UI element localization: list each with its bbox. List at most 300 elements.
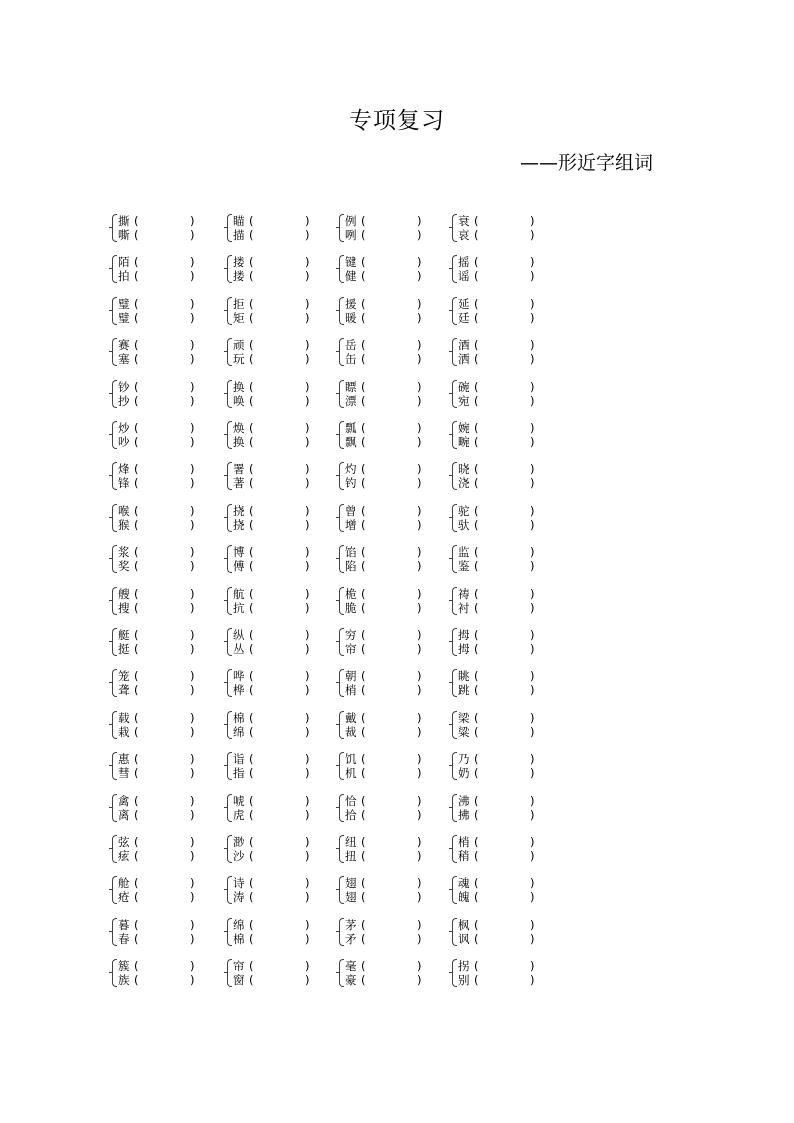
paren-close: ) (305, 600, 310, 615)
paren-close: ) (417, 545, 422, 560)
brace-bracket (227, 504, 232, 532)
paren-close: ) (190, 959, 195, 974)
word-line (345, 766, 423, 780)
word-line (345, 435, 423, 449)
character-pair (339, 378, 434, 412)
word-line (458, 959, 536, 973)
paren-close: ) (417, 255, 422, 270)
character-pair (452, 336, 547, 370)
brace-bracket (227, 628, 232, 656)
paren-open: ( (249, 269, 254, 284)
paren-open: ( (361, 876, 366, 891)
word-line (345, 808, 423, 822)
paren-close: ) (530, 890, 535, 905)
paren-close: ) (190, 255, 195, 270)
paren-close: ) (305, 959, 310, 974)
paren-close: ) (190, 228, 195, 242)
character: 著 (233, 476, 245, 491)
word-line (345, 973, 423, 987)
word-line (233, 476, 311, 490)
paren-open: ( (134, 917, 139, 932)
character: 祷 (458, 586, 470, 601)
character: 曾 (345, 503, 357, 518)
character-pair (339, 916, 434, 950)
character: 洒 (458, 352, 470, 367)
paren-close: ) (530, 462, 535, 477)
paren-open: ( (361, 973, 366, 988)
paren-close: ) (530, 849, 535, 863)
word-line (233, 311, 311, 325)
paren-close: ) (417, 296, 422, 311)
paren-open: ( (361, 642, 366, 656)
character: 茅 (345, 917, 357, 932)
character: 搂 (233, 255, 245, 270)
paren-open: ( (134, 559, 139, 574)
character: 春 (118, 931, 130, 946)
brace-bracket (112, 504, 117, 532)
paren-open: ( (474, 352, 479, 367)
character: 增 (345, 517, 357, 532)
brace-bracket (227, 711, 232, 739)
character: 键 (345, 255, 357, 270)
character-pair (339, 750, 434, 784)
character-pair (339, 295, 434, 329)
paren-open: ( (474, 669, 479, 684)
paren-open: ( (134, 296, 139, 311)
paren-open: ( (134, 628, 139, 642)
brace-bracket (339, 214, 344, 242)
paren-open: ( (249, 628, 254, 642)
character: 喉 (118, 503, 130, 518)
character-pair (339, 543, 434, 577)
paren-close: ) (530, 255, 535, 270)
paren-close: ) (417, 959, 422, 974)
word-line (118, 808, 196, 822)
paren-open: ( (134, 710, 139, 725)
character-pair (339, 502, 434, 536)
character: 浇 (458, 476, 470, 491)
character: 裁 (345, 724, 357, 739)
word-line (458, 683, 536, 697)
word-line (233, 835, 311, 849)
word-line (118, 352, 196, 366)
character-pair (452, 543, 547, 577)
brace-bracket (112, 711, 117, 739)
paren-open: ( (361, 683, 366, 698)
paren-close: ) (530, 559, 535, 574)
character-pair (339, 585, 434, 619)
word-line (458, 918, 536, 932)
paren-open: ( (474, 890, 479, 905)
word-line (458, 669, 536, 683)
paren-close: ) (190, 752, 195, 767)
character-pair (339, 336, 434, 370)
paren-close: ) (417, 435, 422, 449)
paren-open: ( (249, 462, 254, 477)
word-line (345, 587, 423, 601)
paren-open: ( (249, 559, 254, 574)
character: 瓢 (345, 421, 357, 435)
word-line (233, 545, 311, 559)
exercise-row (112, 750, 572, 784)
character: 翅 (345, 876, 357, 891)
paren-close: ) (305, 310, 310, 325)
character: 锋 (118, 476, 130, 491)
word-line (458, 752, 536, 766)
character: 钞 (118, 379, 130, 394)
paren-open: ( (361, 517, 366, 532)
character: 抗 (233, 600, 245, 615)
word-line (118, 752, 196, 766)
brace-bracket (227, 669, 232, 697)
word-line (458, 255, 536, 269)
brace-bracket (112, 959, 117, 987)
word-line (458, 876, 536, 890)
character: 饥 (345, 752, 357, 767)
character-pair (112, 336, 207, 370)
character: 翅 (345, 890, 357, 905)
character: 婉 (458, 421, 470, 435)
character: 粱 (458, 724, 470, 739)
paren-close: ) (305, 642, 310, 656)
word-line (345, 669, 423, 683)
paren-open: ( (361, 917, 366, 932)
character-pair (112, 874, 207, 908)
paren-open: ( (249, 393, 254, 408)
paren-close: ) (530, 296, 535, 311)
paren-open: ( (474, 793, 479, 808)
paren-close: ) (190, 807, 195, 822)
character-pair (339, 957, 434, 991)
paren-close: ) (417, 710, 422, 725)
character-pair (112, 378, 207, 412)
paren-close: ) (530, 214, 535, 228)
paren-open: ( (249, 642, 254, 656)
paren-close: ) (190, 835, 195, 849)
brace-bracket (452, 669, 457, 697)
character-pair (227, 336, 322, 370)
word-line (118, 559, 196, 573)
paren-open: ( (249, 435, 254, 449)
brace-bracket (112, 918, 117, 946)
paren-close: ) (530, 310, 535, 325)
brace-bracket (227, 421, 232, 449)
character: 猴 (118, 517, 130, 532)
paren-close: ) (190, 931, 195, 946)
brace-bracket (112, 380, 117, 408)
paren-open: ( (249, 973, 254, 988)
word-line (233, 214, 311, 228)
paren-close: ) (417, 214, 422, 228)
brace-bracket (112, 297, 117, 325)
paren-open: ( (249, 724, 254, 739)
brace-bracket (227, 297, 232, 325)
word-line (118, 959, 196, 973)
exercise-row (112, 378, 572, 412)
paren-open: ( (249, 421, 254, 435)
character-pair (227, 874, 322, 908)
paren-close: ) (417, 559, 422, 574)
character: 毫 (345, 959, 357, 974)
paren-close: ) (417, 269, 422, 284)
paren-close: ) (417, 890, 422, 905)
exercise-row (112, 460, 572, 494)
paren-close: ) (305, 586, 310, 601)
character: 枫 (458, 917, 470, 932)
paren-close: ) (530, 835, 535, 849)
paren-open: ( (134, 310, 139, 325)
paren-open: ( (249, 379, 254, 394)
paren-open: ( (474, 849, 479, 863)
brace-bracket (227, 338, 232, 366)
character-pair (227, 750, 322, 784)
brace-bracket (339, 255, 344, 283)
paren-close: ) (305, 973, 310, 988)
brace-bracket (112, 669, 117, 697)
word-line (345, 421, 423, 435)
paren-close: ) (417, 849, 422, 863)
word-line (118, 890, 196, 904)
brace-bracket (112, 462, 117, 490)
character-pair (112, 667, 207, 701)
exercise-row (112, 585, 572, 619)
paren-open: ( (134, 586, 139, 601)
character: 虎 (233, 807, 245, 822)
character: 漂 (345, 393, 357, 408)
character: 宛 (458, 393, 470, 408)
paren-open: ( (134, 724, 139, 739)
paren-close: ) (530, 352, 535, 367)
character-pair (452, 667, 547, 701)
paren-open: ( (134, 352, 139, 367)
exercise-row (112, 543, 572, 577)
paren-close: ) (190, 435, 195, 449)
character: 艘 (118, 586, 130, 601)
word-line (118, 849, 196, 863)
exercise-row (112, 792, 572, 826)
paren-open: ( (249, 752, 254, 767)
character: 暮 (118, 917, 130, 932)
paren-close: ) (417, 517, 422, 532)
character-pair (227, 667, 322, 701)
character: 换 (233, 379, 245, 394)
paren-open: ( (134, 338, 139, 353)
paren-close: ) (305, 296, 310, 311)
paren-open: ( (134, 228, 139, 242)
character-pair (339, 212, 434, 246)
paren-open: ( (361, 849, 366, 863)
character-pair (112, 212, 207, 246)
paren-open: ( (249, 503, 254, 518)
character-pair (452, 378, 547, 412)
word-line (233, 628, 311, 642)
word-line (345, 628, 423, 642)
character-pair (112, 460, 207, 494)
paren-close: ) (417, 476, 422, 491)
brace-bracket (339, 752, 344, 780)
word-line (118, 338, 196, 352)
character-pair (452, 295, 547, 329)
paren-open: ( (134, 379, 139, 394)
paren-open: ( (134, 683, 139, 698)
paren-close: ) (305, 628, 310, 642)
character-pair (452, 957, 547, 991)
word-line (345, 890, 423, 904)
character: 戴 (345, 710, 357, 725)
document-title: 专项复习 (349, 108, 445, 134)
paren-close: ) (530, 545, 535, 560)
character-pair (452, 833, 547, 867)
paren-close: ) (530, 917, 535, 932)
character: 畹 (458, 435, 470, 449)
paren-open: ( (249, 586, 254, 601)
word-line (345, 725, 423, 739)
paren-open: ( (249, 296, 254, 311)
exercise-row (112, 295, 572, 329)
paren-open: ( (361, 766, 366, 781)
brace-bracket (339, 628, 344, 656)
word-line (233, 808, 311, 822)
brace-bracket (452, 297, 457, 325)
paren-open: ( (474, 476, 479, 491)
paren-open: ( (134, 835, 139, 849)
character: 渺 (233, 835, 245, 849)
paren-open: ( (474, 517, 479, 532)
brace-bracket (112, 587, 117, 615)
word-line (345, 518, 423, 532)
word-line (345, 932, 423, 946)
paren-open: ( (134, 503, 139, 518)
paren-open: ( (134, 269, 139, 284)
character: 顽 (233, 338, 245, 353)
paren-open: ( (361, 600, 366, 615)
paren-open: ( (361, 890, 366, 905)
brace-bracket (452, 421, 457, 449)
paren-open: ( (361, 752, 366, 767)
character: 弦 (118, 835, 130, 849)
paren-close: ) (190, 890, 195, 905)
paren-close: ) (190, 545, 195, 560)
character: 换 (233, 435, 245, 449)
word-line (118, 642, 196, 656)
exercise-row (112, 709, 572, 743)
paren-close: ) (417, 766, 422, 781)
paren-close: ) (190, 421, 195, 435)
character-pair (112, 833, 207, 867)
character: 禽 (118, 793, 130, 808)
exercise-row (112, 916, 572, 950)
word-line (233, 394, 311, 408)
paren-open: ( (474, 931, 479, 946)
paren-open: ( (361, 931, 366, 946)
paren-open: ( (474, 296, 479, 311)
paren-open: ( (474, 338, 479, 353)
word-line (345, 352, 423, 366)
paren-open: ( (474, 503, 479, 518)
paren-close: ) (530, 476, 535, 491)
character: 缶 (345, 352, 357, 367)
word-line (458, 808, 536, 822)
paren-open: ( (361, 710, 366, 725)
paren-close: ) (190, 338, 195, 353)
word-line (458, 214, 536, 228)
word-line (233, 421, 311, 435)
character: 桦 (233, 683, 245, 698)
word-line (458, 545, 536, 559)
paren-open: ( (361, 379, 366, 394)
paren-close: ) (417, 421, 422, 435)
brace-bracket (452, 752, 457, 780)
character-pair (227, 212, 322, 246)
character: 窗 (233, 973, 245, 988)
brace-bracket (339, 959, 344, 987)
word-line (233, 959, 311, 973)
character: 瞄 (233, 214, 245, 228)
word-line (345, 394, 423, 408)
character-pair (339, 792, 434, 826)
word-line (233, 669, 311, 683)
paren-open: ( (361, 724, 366, 739)
word-line (345, 380, 423, 394)
brace-bracket (227, 794, 232, 822)
character-pair (227, 253, 322, 287)
word-line (233, 338, 311, 352)
character: 摇 (458, 255, 470, 270)
word-line (118, 601, 196, 615)
paren-open: ( (249, 931, 254, 946)
word-line (458, 380, 536, 394)
paren-close: ) (305, 545, 310, 560)
character: 挠 (233, 503, 245, 518)
brace-bracket (112, 421, 117, 449)
word-line (345, 601, 423, 615)
brace-bracket (339, 876, 344, 904)
exercise-row (112, 833, 572, 867)
character: 玩 (233, 352, 245, 367)
character-pair (227, 585, 322, 619)
character: 谣 (458, 269, 470, 284)
paren-close: ) (190, 517, 195, 532)
paren-close: ) (190, 310, 195, 325)
word-line (118, 683, 196, 697)
paren-close: ) (190, 849, 195, 863)
character: 晓 (458, 462, 470, 477)
character-pair (112, 585, 207, 619)
character-pair (339, 419, 434, 453)
character: 璧 (118, 310, 130, 325)
brace-bracket (112, 545, 117, 573)
paren-open: ( (134, 462, 139, 477)
character: 彗 (118, 766, 130, 781)
paren-open: ( (474, 559, 479, 574)
paren-close: ) (417, 793, 422, 808)
brace-bracket (452, 835, 457, 863)
word-line (118, 504, 196, 518)
brace-bracket (112, 752, 117, 780)
paren-open: ( (474, 600, 479, 615)
word-line (458, 462, 536, 476)
character: 驼 (458, 503, 470, 518)
character-pair (112, 957, 207, 991)
word-line (118, 476, 196, 490)
word-line (118, 725, 196, 739)
word-line (345, 462, 423, 476)
character: 瞟 (345, 379, 357, 394)
paren-close: ) (305, 421, 310, 435)
character: 脆 (345, 600, 357, 615)
character-pair (339, 833, 434, 867)
word-line (345, 311, 423, 325)
